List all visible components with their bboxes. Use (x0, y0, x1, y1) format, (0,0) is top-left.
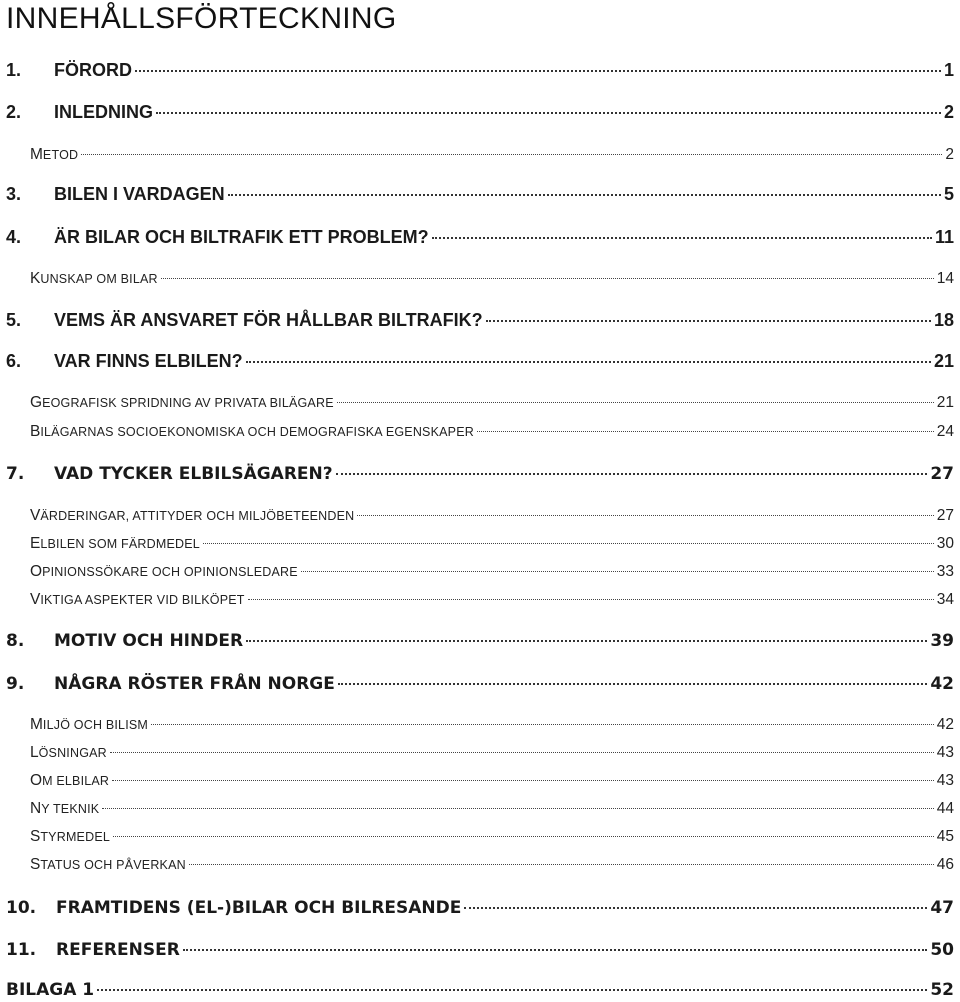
toc-leader-dots (203, 543, 934, 544)
toc-leader-dots (113, 836, 934, 837)
toc-page: 42 (930, 674, 954, 694)
toc-label: KUNSKAP OM BILAR (30, 270, 158, 287)
toc-leader-dots (81, 154, 942, 155)
toc-page: 2 (945, 146, 954, 163)
toc-page: 33 (936, 563, 954, 580)
toc-entry-referenser[interactable] (6, 940, 954, 960)
toc-number: 1. (6, 60, 22, 80)
toc-number: 7. (6, 464, 25, 484)
toc-page: 2 (943, 102, 954, 122)
toc-page: 34 (936, 591, 954, 608)
toc-label: ELBILEN SOM FÄRDMEDEL (30, 535, 200, 552)
toc-label: STYRMEDEL (30, 828, 111, 845)
toc-leader-dots (301, 571, 934, 572)
toc-page: 14 (936, 270, 954, 287)
toc-page: 42 (936, 716, 954, 733)
toc-page: 27 (930, 464, 954, 484)
toc-subentry-styrmedel[interactable] (30, 828, 954, 846)
toc-page: 44 (936, 800, 954, 817)
toc-number: 10. (6, 898, 37, 918)
toc-leader-dots (336, 473, 928, 475)
toc-label: BILÄGARNAS SOCIOEKONOMISKA OCH DEMOGRAFISKA EGENSKAPER (30, 423, 474, 440)
toc-number: 6. (6, 351, 22, 371)
toc-page: 1 (943, 60, 954, 80)
toc-page: 52 (930, 980, 954, 1000)
toc-entry-inledning[interactable] (6, 102, 954, 123)
toc-label: NÅGRA RÖSTER FRÅN NORGE (54, 674, 335, 694)
toc-leader-dots (338, 683, 927, 685)
toc-number: 3. (6, 184, 22, 204)
toc-page: 50 (930, 940, 954, 960)
toc-leader-dots (432, 237, 932, 239)
toc-page: 21 (936, 394, 954, 411)
toc-page: 43 (936, 772, 954, 789)
toc-subentry-miljo-och-bilism[interactable] (30, 716, 954, 734)
toc-label: STATUS OCH PÅVERKAN (30, 856, 186, 873)
toc-number: 8. (6, 631, 25, 651)
toc-label: GEOGRAFISK SPRIDNING AV PRIVATA BILÄGARE (30, 394, 334, 411)
toc-entry-bilaga-1[interactable] (6, 980, 954, 1000)
toc-entry-motiv-och-hinder[interactable] (6, 631, 954, 651)
toc-page: 24 (936, 423, 954, 440)
toc-label: BILAGA 1 (6, 980, 95, 1000)
toc-entry-framtidens-bilar[interactable] (6, 898, 954, 918)
toc-label: VIKTIGA ASPEKTER VID BILKÖPET (30, 591, 245, 608)
toc-page: 45 (936, 828, 954, 845)
toc-page: 46 (936, 856, 954, 873)
toc-leader-dots (102, 808, 933, 809)
toc-label: NY TEKNIK (30, 800, 100, 817)
toc-label: ÄR BILAR OCH BILTRAFIK ETT PROBLEM? (54, 227, 429, 247)
toc-page: 11 (934, 227, 954, 247)
toc-subentry-kunskap-om-bilar[interactable] (30, 270, 954, 288)
toc-leader-dots (112, 780, 934, 781)
toc-leader-dots (151, 724, 934, 725)
toc-number: 2. (6, 102, 22, 122)
toc-leader-dots (228, 194, 941, 196)
toc-subentry-elbilen-som-fardmedel[interactable] (30, 535, 954, 553)
toc-leader-dots (486, 320, 931, 322)
toc-page: 5 (943, 184, 954, 204)
toc-subentry-viktiga-aspekter[interactable] (30, 591, 954, 609)
toc-entry-bilen-i-vardagen[interactable] (6, 184, 954, 205)
toc-leader-dots (477, 431, 934, 432)
toc-subentry-status-och-paverkan[interactable] (30, 856, 954, 874)
toc-entry-ansvaret[interactable] (6, 310, 954, 331)
toc-leader-dots (183, 949, 928, 951)
toc-entry-var-finns-elbilen[interactable] (6, 351, 954, 372)
toc-label: INLEDNING (54, 102, 153, 122)
toc-label: OPINIONSSÖKARE OCH OPINIONSLEDARE (30, 563, 298, 580)
toc-label: METOD (30, 146, 79, 163)
toc-label: BILEN I VARDAGEN (54, 184, 225, 204)
toc-number: 5. (6, 310, 22, 330)
toc-page: 43 (936, 744, 954, 761)
toc-leader-dots (337, 402, 934, 403)
toc-subentry-metod[interactable] (30, 146, 954, 164)
toc-leader-dots (156, 112, 941, 114)
toc-subentry-losningar[interactable] (30, 744, 954, 762)
toc-leader-dots (248, 599, 934, 600)
toc-label: LÖSNINGAR (30, 744, 107, 761)
toc-label: FÖRORD (54, 60, 132, 80)
toc-leader-dots (135, 70, 941, 72)
toc-label: VAD TYCKER ELBILSÄGAREN? (54, 464, 333, 484)
toc-subentry-opinionssokare[interactable] (30, 563, 954, 581)
toc-label: VAR FINNS ELBILEN? (54, 351, 243, 371)
toc-subentry-bilagarnas-egenskaper[interactable] (30, 423, 954, 441)
toc-page: 30 (936, 535, 954, 552)
toc-label: MILJÖ OCH BILISM (30, 716, 149, 733)
toc-subentry-ny-teknik[interactable] (30, 800, 954, 818)
toc-label: OM ELBILAR (30, 772, 110, 789)
toc-page: 39 (930, 631, 954, 651)
toc-entry-vad-tycker-elbilsagaren[interactable] (6, 464, 954, 484)
toc-entry-forord[interactable] (6, 60, 954, 81)
toc-leader-dots (246, 640, 927, 642)
toc-leader-dots (110, 752, 934, 753)
page-title: INNEHÅLLSFÖRTECKNING (6, 2, 397, 35)
toc-leader-dots (464, 907, 927, 909)
toc-entry-roster-fran-norge[interactable] (6, 674, 954, 694)
toc-subentry-varderingar[interactable] (30, 507, 954, 525)
toc-page: 21 (933, 351, 954, 371)
toc-label: MOTIV OCH HINDER (54, 631, 244, 651)
toc-leader-dots (161, 278, 934, 279)
toc-page: 47 (930, 898, 954, 918)
toc-subentry-om-elbilar[interactable] (30, 772, 954, 790)
toc-label: VÄRDERINGAR, ATTITYDER OCH MILJÖBETEENDEN (30, 507, 355, 524)
toc-number: 9. (6, 674, 25, 694)
toc-number: 11. (6, 940, 37, 960)
toc-subentry-geografisk-spridning[interactable] (30, 394, 954, 412)
toc-number: 4. (6, 227, 22, 247)
toc-leader-dots (189, 864, 934, 865)
toc-label: VEMS ÄR ANSVARET FÖR HÅLLBAR BILTRAFIK? (54, 310, 483, 330)
toc-page: 18 (933, 310, 954, 330)
toc-entry-bilar-problem[interactable] (6, 227, 954, 248)
toc-leader-dots (357, 515, 933, 516)
toc-leader-dots (246, 361, 931, 363)
toc-label: REFERENSER (56, 940, 180, 960)
toc-page: 27 (936, 507, 954, 524)
toc-label: FRAMTIDENS (EL-)BILAR OCH BILRESANDE (56, 898, 462, 918)
toc-leader-dots (97, 989, 927, 991)
